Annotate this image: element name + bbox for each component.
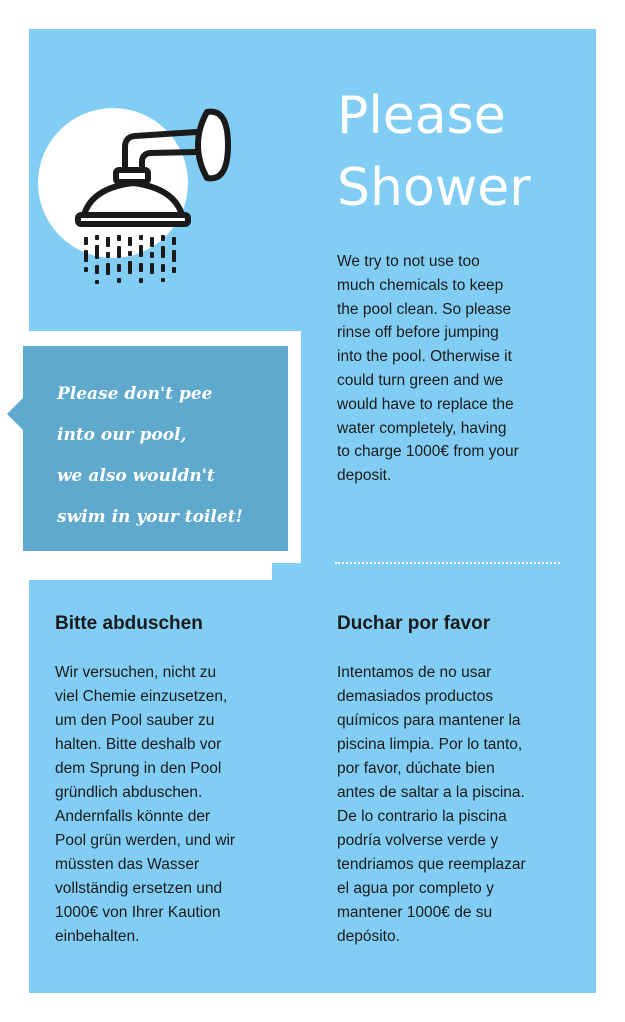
intro-line: much chemicals to keep <box>337 276 504 294</box>
spanish-heading: Duchar por favor <box>337 613 491 634</box>
page-title <box>337 80 587 224</box>
german-paragraph <box>55 661 295 949</box>
intro-line: would have to replace the <box>337 395 514 413</box>
german-line: Andernfalls könnte der <box>55 808 211 825</box>
intro-line: to charge 1000€ from your <box>337 443 519 461</box>
intro-line: water completely, having <box>337 419 507 437</box>
title-line: Please <box>337 86 506 146</box>
spanish-line: el agua por completo y <box>337 880 494 897</box>
callout-line: into our pool, <box>57 425 187 445</box>
spanish-line: De lo contrario la piscina <box>337 808 507 825</box>
german-line: um den Pool sauber zu <box>55 712 215 729</box>
intro-line: We try to not use too <box>337 253 480 270</box>
callout-pointer <box>7 398 23 430</box>
german-line: Pool grün werden, und wir <box>55 832 236 849</box>
german-line: 1000€ von Ihrer Kaution <box>55 904 221 921</box>
shower-head-icon <box>70 100 250 290</box>
intro-line: rinse off before jumping <box>337 324 499 342</box>
callout-text <box>57 374 287 538</box>
german-line: viel Chemie einzusetzen, <box>55 688 228 705</box>
german-line: gründlich abduschen. <box>55 784 203 801</box>
callout-line: swim in your toilet! <box>57 507 243 527</box>
intro-paragraph <box>337 250 577 488</box>
german-line: halten. Bitte deshalb vor <box>55 736 222 753</box>
spanish-line: podría volverse verde y <box>337 832 499 849</box>
callout-line: Please don't pee <box>57 384 213 404</box>
german-line: Wir versuchen, nicht zu <box>55 664 217 681</box>
german-line: müssten das Wasser <box>55 856 200 873</box>
intro-line: the pool clean. So please <box>337 300 512 318</box>
intro-line: could turn green and we <box>337 371 504 389</box>
spanish-line: por favor, dúchate bien <box>337 760 495 777</box>
spanish-paragraph <box>337 661 582 949</box>
intro-line: into the pool. Otherwise it <box>337 348 512 366</box>
spanish-line: depósito. <box>337 928 400 945</box>
spanish-line: mantener 1000€ de su <box>337 904 493 921</box>
title-line: Shower <box>337 158 531 218</box>
callout-line: we also wouldn't <box>57 466 215 486</box>
german-line: einbehalten. <box>55 928 140 945</box>
spanish-line: demasiados productos <box>337 688 493 705</box>
spanish-line: tendriamos que reemplazar <box>337 856 526 873</box>
dotted-divider <box>335 562 560 564</box>
spanish-line: antes de saltar a la piscina. <box>337 784 525 801</box>
callout-frame-notch <box>272 563 302 581</box>
german-line: dem Sprung in den Pool <box>55 760 222 777</box>
german-heading: Bitte abduschen <box>55 613 203 634</box>
spanish-line: químicos para mantener la <box>337 712 521 729</box>
spanish-line: piscina limpia. Por lo tanto, <box>337 736 523 753</box>
intro-line: deposit. <box>337 467 392 485</box>
spanish-line: Intentamos de no usar <box>337 664 492 681</box>
german-line: vollständig ersetzen und <box>55 880 223 897</box>
